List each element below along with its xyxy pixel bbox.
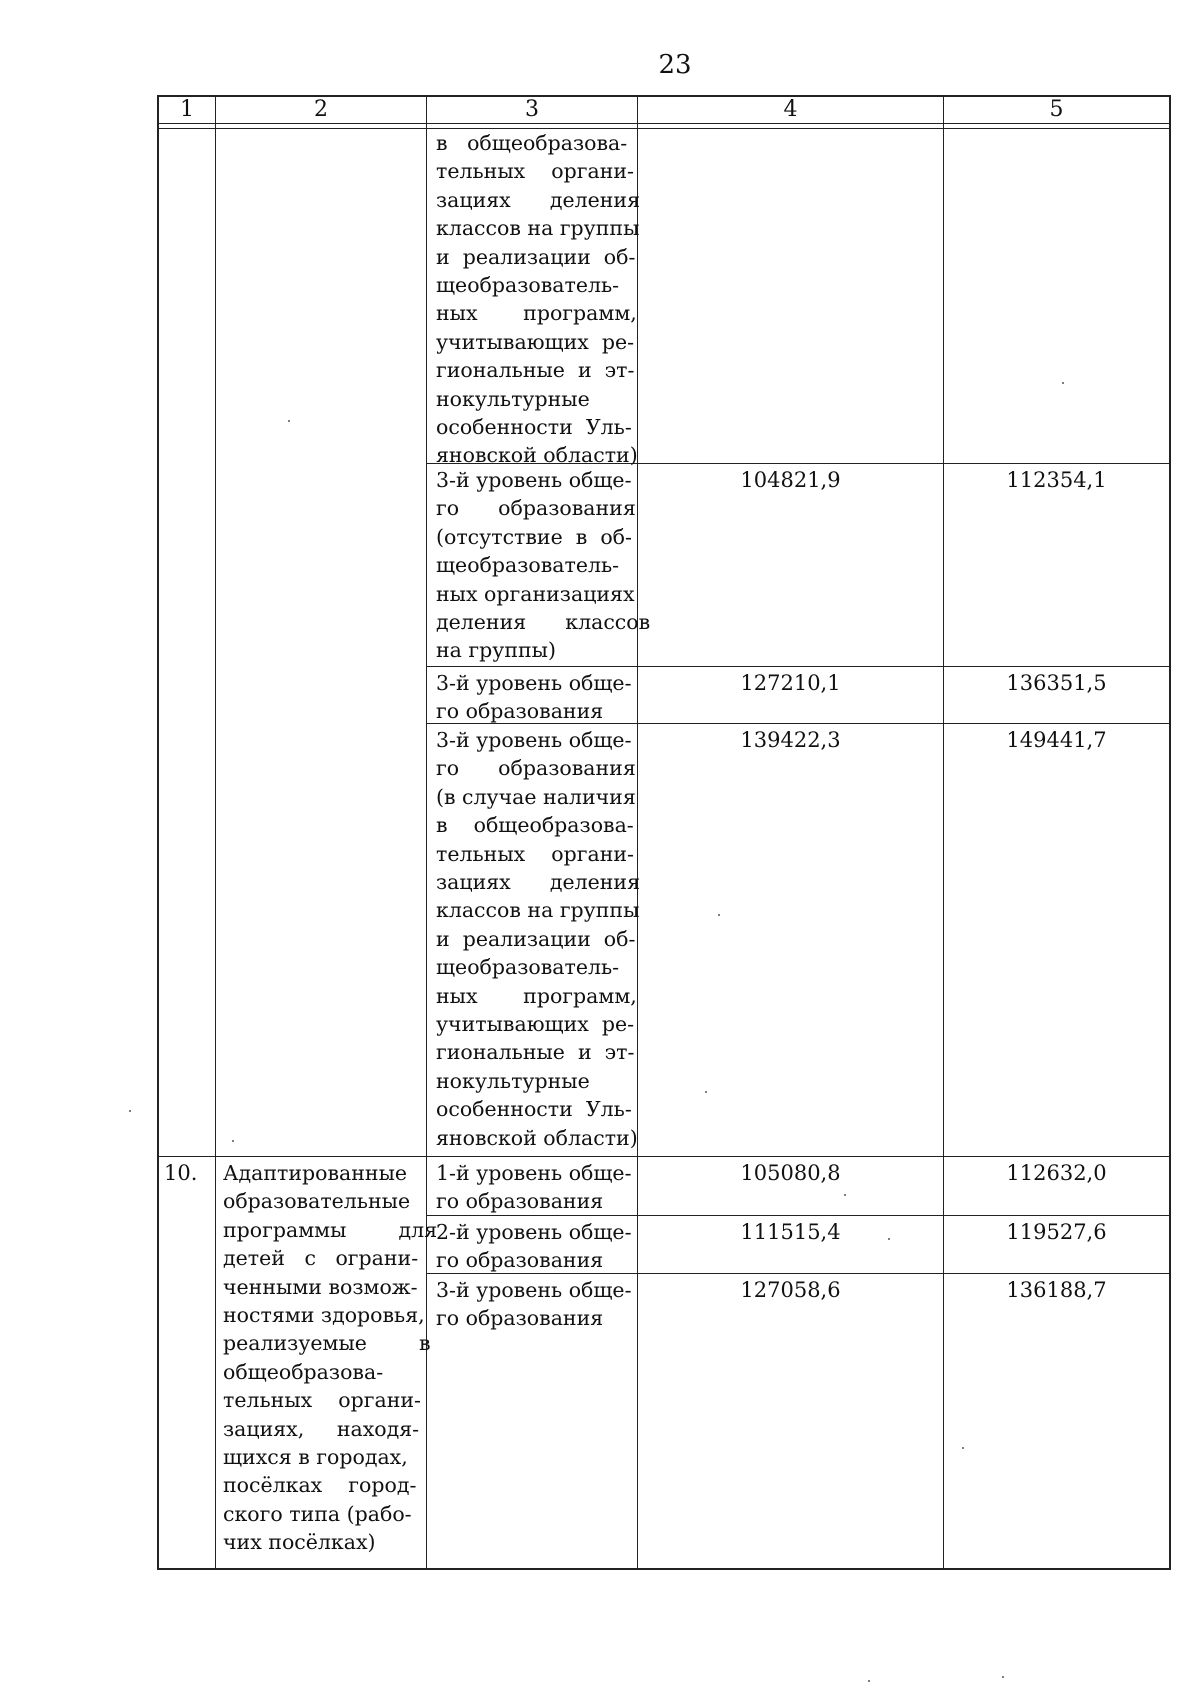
text-line: щихся в городах, — [223, 1445, 408, 1470]
text-line: реализуемые в — [223, 1331, 431, 1356]
text-line: 2-й уровень обще- — [436, 1220, 632, 1244]
page-number: 23 — [658, 50, 692, 80]
item10-row-1-col3 — [436, 1159, 632, 1216]
rule-v1 — [215, 95, 216, 1570]
text-line: зациях деления — [436, 870, 641, 895]
text-line: щеобразователь- — [436, 955, 620, 980]
level-row-3-col5: 149441,7 — [1006, 728, 1107, 752]
level-row-1-col4: 104821,9 — [740, 468, 841, 492]
text-line: гиональные и эт- — [436, 358, 635, 383]
text-line: программы для — [223, 1217, 438, 1242]
item10-row-3-col3 — [436, 1276, 632, 1333]
text-line: ностями здоровья, — [223, 1303, 425, 1328]
text-line: го образования — [436, 1248, 604, 1273]
text-line: на группы) — [436, 638, 556, 663]
text-line: 3-й уровень обще- — [436, 728, 632, 752]
text-line: 3-й уровень обще- — [436, 468, 632, 492]
continued-row-col3 — [436, 129, 640, 470]
text-line: ского типа (рабо- — [223, 1501, 412, 1526]
text-line: тельных органи- — [223, 1388, 421, 1413]
text-line: тельных органи- — [436, 841, 634, 866]
scan-speck — [1062, 382, 1064, 384]
text-line: нокультурные — [436, 386, 590, 411]
text-line: ных программ, — [436, 301, 637, 326]
text-line: ных программ, — [436, 983, 637, 1008]
text-line: классов на группы — [436, 216, 640, 241]
text-line: щеобразователь- — [436, 273, 620, 298]
scan-speck — [288, 420, 290, 422]
item10-row-3-col4: 127058,6 — [740, 1278, 841, 1302]
text-line: ченными возмож- — [223, 1274, 418, 1299]
text-line: и реализации об- — [436, 244, 636, 269]
text-line: го образования — [436, 1306, 604, 1331]
text-line: классов на группы — [436, 898, 640, 923]
item10-row-2-col3 — [436, 1218, 632, 1275]
item10-number: 10. — [164, 1161, 198, 1185]
rule-v0 — [157, 95, 159, 1570]
text-line: го образования — [436, 699, 604, 724]
text-line: особенности Уль- — [436, 415, 632, 440]
scan-speck — [1002, 1676, 1004, 1678]
text-line: зациях, находя- — [223, 1416, 420, 1441]
text-line: щеобразователь- — [436, 553, 620, 578]
text-line: зациях деления — [436, 187, 641, 212]
text-line: и реализации об- — [436, 926, 636, 951]
text-line: деления классов — [436, 610, 651, 635]
item10-row-1-col4: 105080,8 — [740, 1161, 841, 1185]
scan-speck — [232, 1140, 234, 1142]
header-col-1: 1 — [180, 97, 194, 122]
rule-v5 — [1169, 95, 1171, 1570]
level-row-2-col5: 136351,5 — [1006, 671, 1107, 695]
text-line: особенности Уль- — [436, 1097, 632, 1122]
text-line: нокультурные — [436, 1068, 590, 1093]
text-line: образовательные — [223, 1189, 411, 1214]
text-line: го образования — [436, 1189, 604, 1214]
text-line: чих посёлках) — [223, 1530, 376, 1555]
text-line: ных организациях — [436, 581, 635, 606]
item10-row-2-col5: 119527,6 — [1006, 1220, 1107, 1244]
header-col-4: 4 — [783, 97, 798, 122]
text-line: (в случае наличия — [436, 784, 636, 809]
text-line: Адаптированные — [223, 1161, 408, 1185]
text-line: детей с ограни- — [223, 1246, 419, 1271]
text-line: в общеобразова- — [436, 813, 634, 838]
scan-speck — [868, 1680, 870, 1682]
text-line: учитывающих ре- — [436, 1012, 635, 1037]
text-line: в общеобразова- — [436, 131, 628, 155]
text-line: яновской области) — [436, 1125, 638, 1150]
header-col-5: 5 — [1049, 97, 1064, 122]
scan-speck — [844, 1194, 846, 1196]
item10-row-1-col5: 112632,0 — [1006, 1161, 1107, 1185]
header-col-2: 2 — [314, 97, 328, 122]
rule-h-b — [426, 666, 1171, 667]
text-line: (отсутствие в об- — [436, 524, 632, 549]
scan-speck — [129, 1110, 131, 1112]
text-line: 1-й уровень обще- — [436, 1161, 632, 1185]
rule-h-header2 — [157, 128, 1171, 129]
scan-speck — [962, 1447, 964, 1449]
rule-v4 — [943, 95, 944, 1570]
text-line: 3-й уровень обще- — [436, 1278, 632, 1302]
text-line: яновской области) — [436, 443, 638, 468]
text-line: общеобразова- — [223, 1359, 384, 1384]
item10-row-3-col5: 136188,7 — [1006, 1278, 1107, 1302]
level-row-2-col4: 127210,1 — [740, 671, 841, 695]
text-line: го образования — [436, 496, 636, 521]
rule-h-item10 — [157, 1156, 1171, 1157]
text-line: посёлках город- — [223, 1473, 417, 1498]
item10-description — [223, 1159, 437, 1557]
scan-speck — [718, 914, 720, 916]
text-line: тельных органи- — [436, 159, 634, 184]
rule-h-bottom — [157, 1568, 1171, 1570]
scan-speck — [705, 1091, 707, 1093]
level-row-1-col3 — [436, 466, 650, 665]
text-line: учитывающих ре- — [436, 329, 635, 354]
header-col-3: 3 — [525, 97, 539, 122]
text-line: го образования — [436, 756, 636, 781]
scan-speck — [888, 1238, 890, 1240]
text-line: гиональные и эт- — [436, 1040, 635, 1065]
level-row-1-col5: 112354,1 — [1006, 468, 1107, 492]
level-row-3-col4: 139422,3 — [740, 728, 841, 752]
level-row-3-col3 — [436, 726, 640, 1152]
rule-h-header — [157, 123, 1171, 124]
level-row-2-col3 — [436, 669, 632, 726]
text-line: 3-й уровень обще- — [436, 671, 632, 695]
item10-row-2-col4: 111515,4 — [740, 1220, 841, 1244]
